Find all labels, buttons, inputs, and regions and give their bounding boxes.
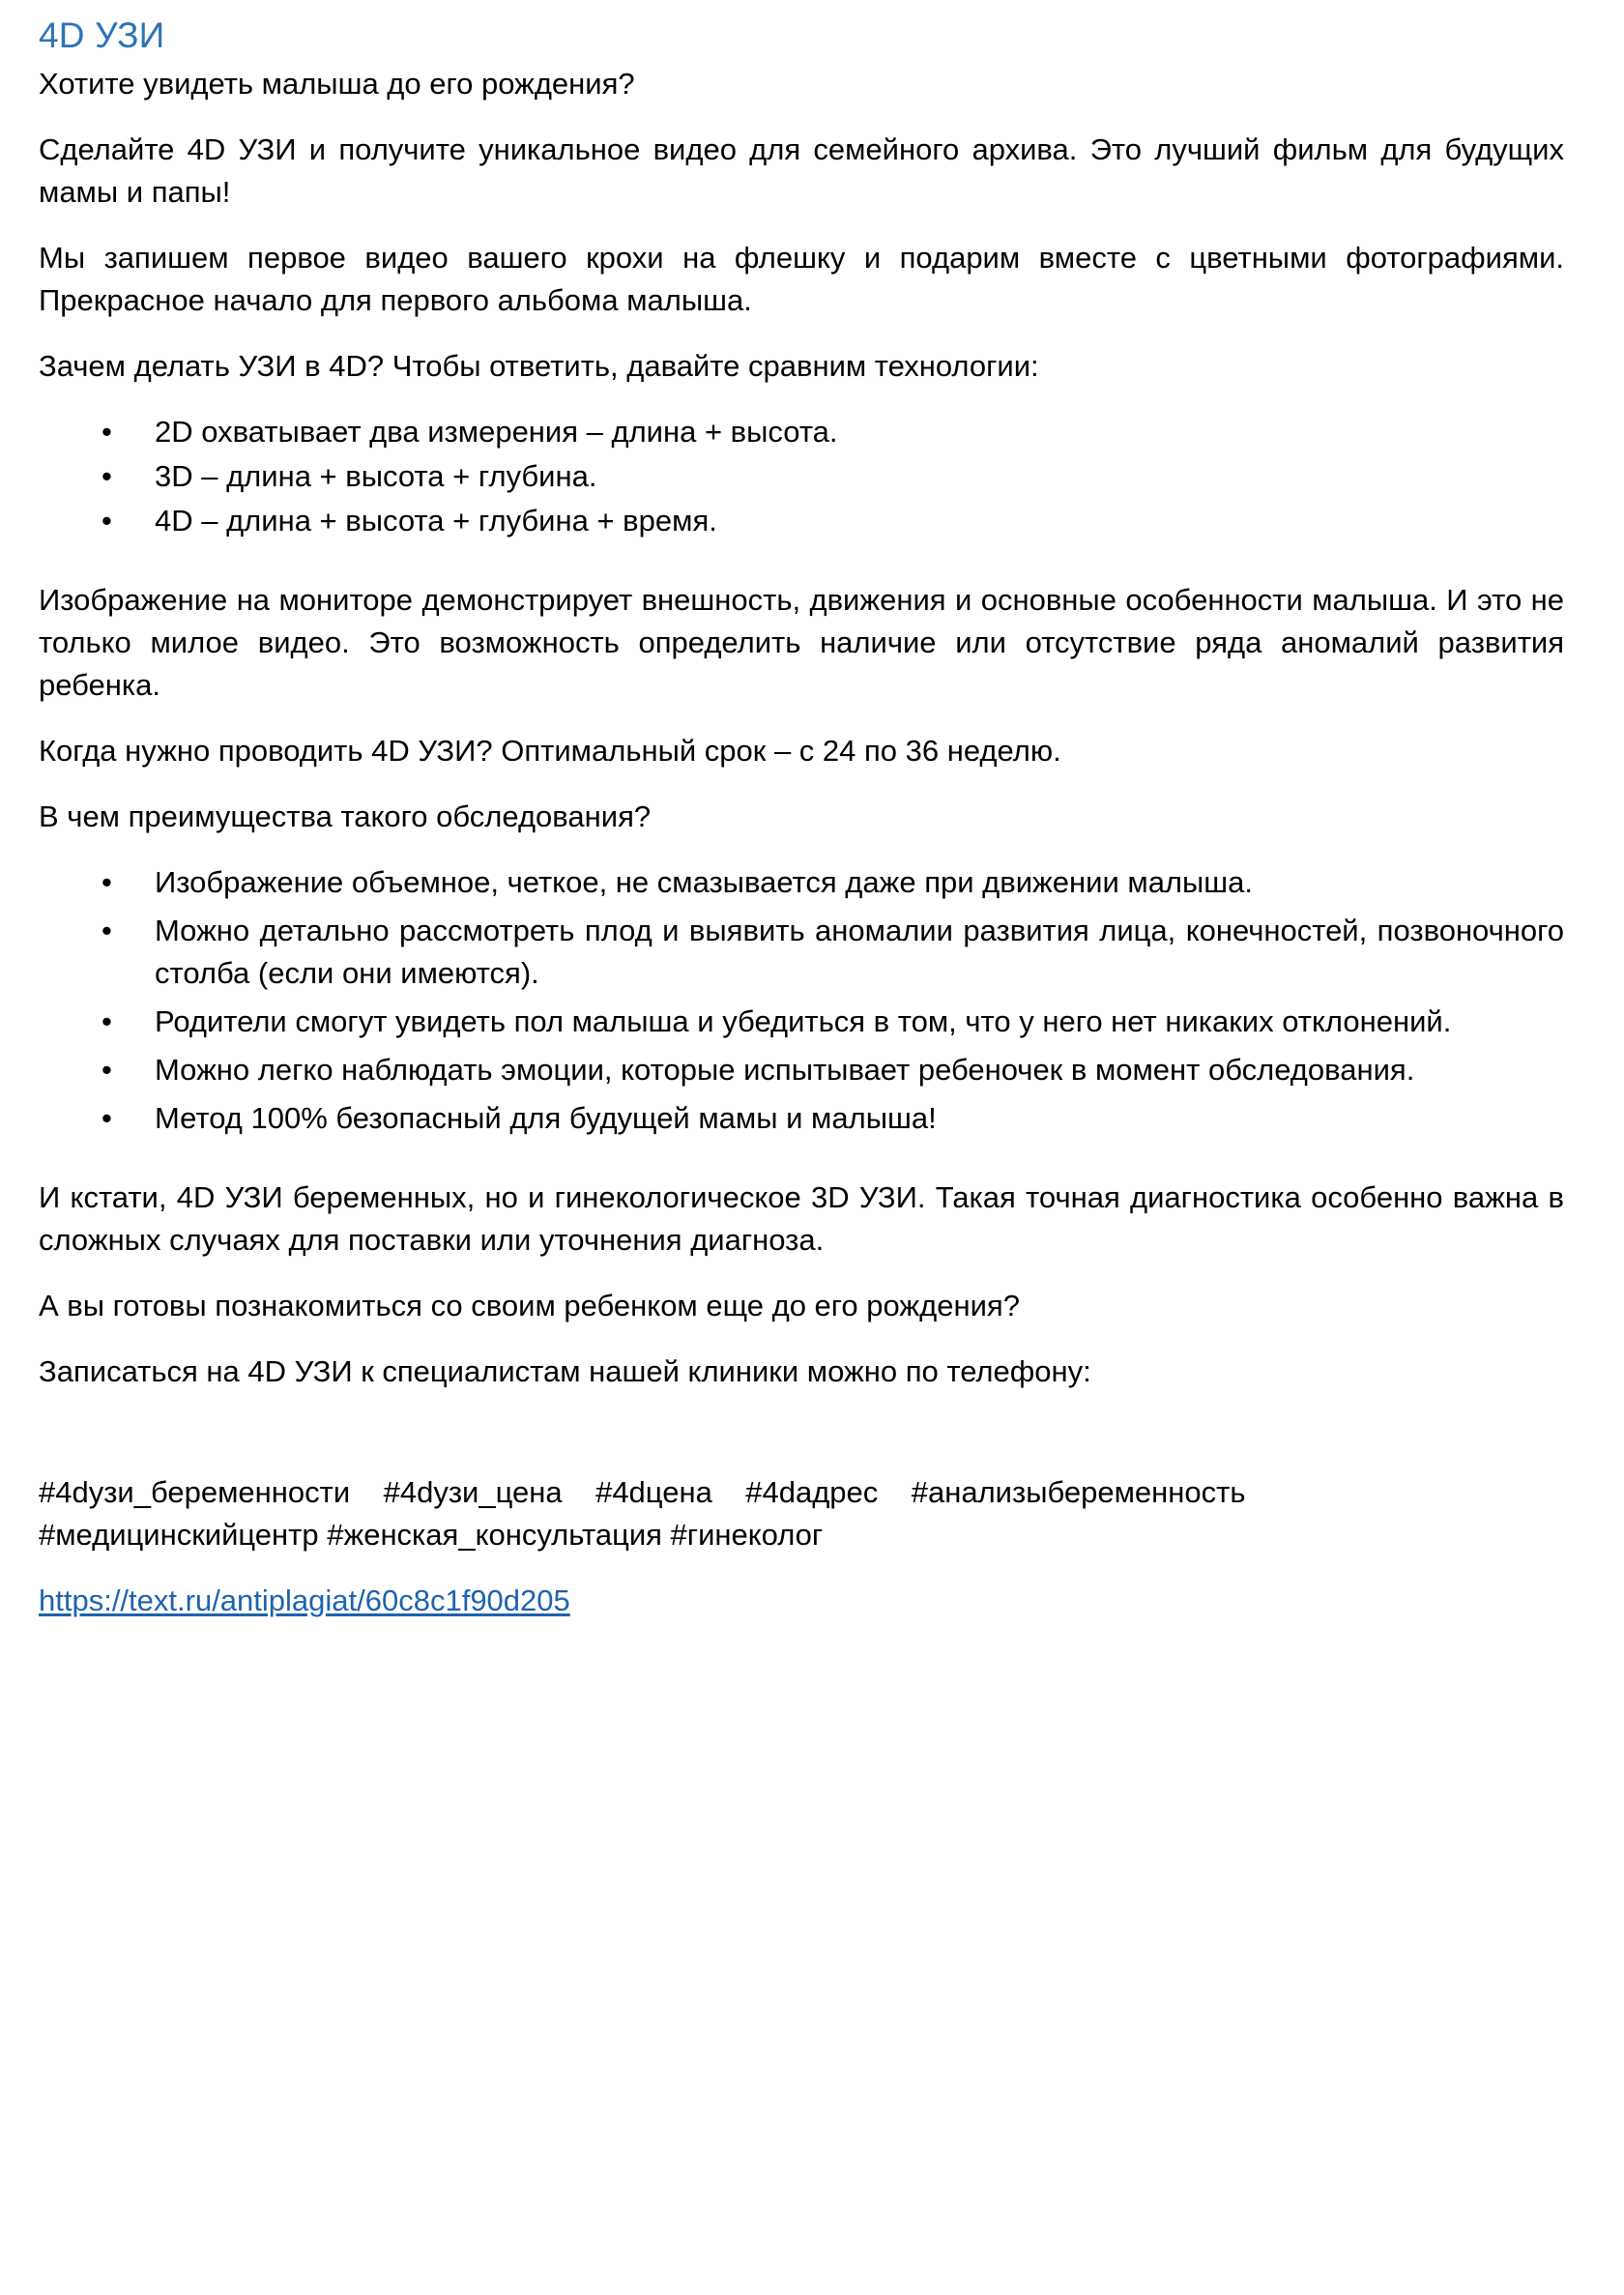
technologies-list — [39, 411, 1564, 542]
list-item — [39, 411, 1564, 453]
bullet-icon: • — [102, 914, 112, 948]
bullet-icon: • — [102, 1101, 112, 1136]
list-item — [39, 500, 1564, 542]
spacer — [39, 1163, 1564, 1177]
list-item-label: 3D – длина + высота + глубина. — [155, 459, 597, 494]
bullet-icon: • — [102, 504, 112, 538]
list-item-label: 2D охватывает два измерения – длина + высота. — [155, 415, 838, 450]
list-item-label: Изображение объемное, четкое, не смазывается даже при движении малыша. — [155, 865, 1254, 900]
list-item-label: Можно легко наблюдать эмоции, которые испытывает ребеночек в момент обследования. — [155, 1053, 1415, 1088]
paragraph-intro-question: Хотите увидеть малыша до его рождения? — [39, 67, 635, 102]
advantages-list — [39, 861, 1564, 1140]
hashtags-block — [39, 1471, 1564, 1556]
paragraph-ready-question: А вы готовы познакомиться со своим ребенком еще до его рождения? — [39, 1289, 1020, 1323]
paragraph-offer: Сделайте 4D УЗИ и получите уникальное видео для семейного архива. Это лучший фильм для будущих мамы и папы! — [39, 132, 1564, 210]
paragraph-why-4d: Зачем делать УЗИ в 4D? Чтобы ответить, давайте сравним технологии: — [39, 349, 1039, 384]
paragraph-gynecology-3d: И кстати, 4D УЗИ беременных, но и гинекологическое 3D УЗИ. Такая точная диагностика особенно важна в сложных случаях для поставки или уточнения диагноза. — [39, 1180, 1564, 1258]
bullet-icon: • — [102, 865, 112, 900]
spacer — [39, 566, 1564, 579]
hashtags-line-2: #медицинскийцентр #женская_консультация #гинеколог — [39, 1517, 824, 1552]
bullet-icon: • — [102, 415, 112, 450]
list-item — [39, 910, 1564, 995]
list-item — [39, 1049, 1564, 1091]
hashtags-line-1: #4dузи_беременности #4dузи_цена #4dцена #4dадрес #анализыбеременность — [39, 1474, 1246, 1509]
bullet-icon: • — [102, 1053, 112, 1088]
spacer-before-hashtags — [39, 1417, 1564, 1471]
list-item-label: Можно детально рассмотреть плод и выявить аномалии развития лица, конечностей, позвоночного столба (если они имеются). — [155, 914, 1564, 991]
bullet-icon: • — [102, 459, 112, 494]
list-item-label: Метод 100% безопасный для будущей мамы и малыша! — [155, 1101, 937, 1136]
list-item — [39, 455, 1564, 498]
paragraph-monitor-image: Изображение на мониторе демонстрирует внешность, движения и основные особенности малыша. И это не только милое видео. Это возможность определить наличие или отсутствие ряда аномалий развития ребенка. — [39, 583, 1564, 703]
antiplagiat-link[interactable]: https://text.ru/antiplagiat/60c8c1f90d205 — [39, 1583, 570, 1617]
list-item — [39, 861, 1564, 904]
paragraph-booking: Записаться на 4D УЗИ к специалистам нашей клиники можно по телефону: — [39, 1354, 1091, 1389]
paragraph-usb-gift: Мы запишем первое видео вашего крохи на флешку и подарим вместе с цветными фотографиями. Прекрасное начало для первого альбома малыша. — [39, 241, 1564, 318]
list-item-label: Родители смогут увидеть пол малыша и убедиться в том, что у него нет никаких отклонений. — [155, 1004, 1452, 1039]
paragraph-timing: Когда нужно проводить 4D УЗИ? Оптимальный срок – с 24 по 36 неделю. — [39, 734, 1061, 769]
source-link-row — [39, 1580, 1564, 1622]
paragraph-advantages-question: В чем преимущества такого обследования? — [39, 799, 652, 834]
list-item-label: 4D – длина + высота + глубина + время. — [155, 504, 717, 538]
bullet-icon: • — [102, 1004, 112, 1039]
page-title: 4D УЗИ — [39, 15, 165, 55]
list-item — [39, 1001, 1564, 1043]
list-item — [39, 1097, 1564, 1140]
